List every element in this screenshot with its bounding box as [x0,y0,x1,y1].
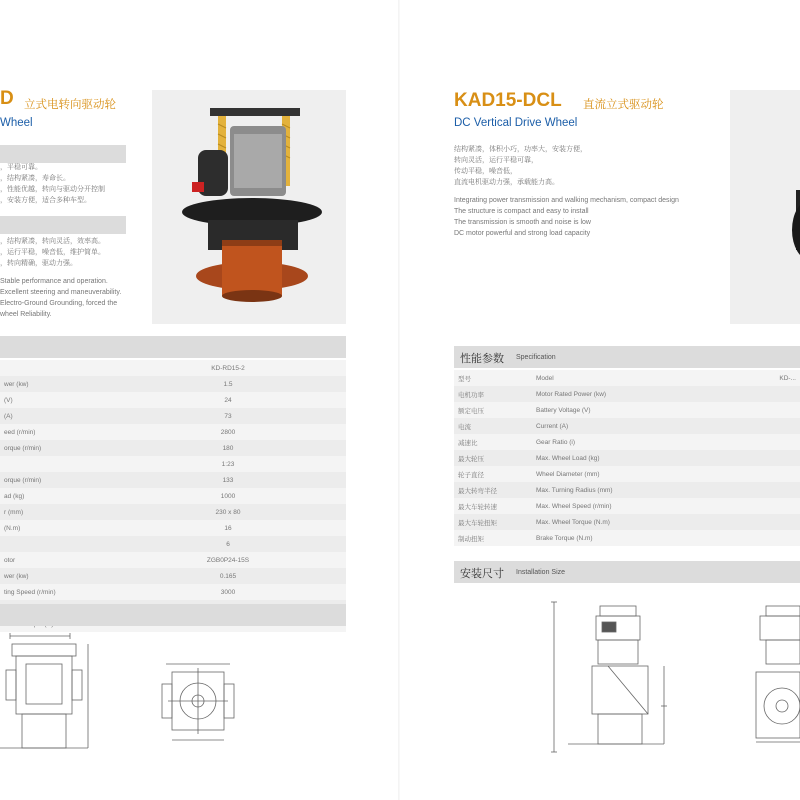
table-row: ad (kg) 1000 [0,488,346,504]
table-row: orque (r/min) 133 [0,472,346,488]
right-page [400,0,800,800]
table-row: KD-RD15-2 [0,360,346,376]
table-row: 最大轮压 Max. Wheel Load (kg) [454,450,800,466]
table-row: (N.m) 16 [0,520,346,536]
spec-bar-left [0,336,346,358]
product-title-cn-right: 直流立式驱动轮 [583,99,664,111]
table-row: 减速比 Gear Ratio (i) [454,434,800,450]
features-en-right: Integrating power transmission and walking mechanism, compact design The structure is compact and easy to install The transmission is smooth and noise is low DC motor powerful and strong load capacity [454,197,679,237]
product-photo-right [730,90,800,324]
spec-table-left [0,360,346,632]
drive-wheel-image [152,90,346,324]
table-row: (V) 24 [0,392,346,408]
spec-bar-right: 性能参数 Specification [454,346,800,368]
install-bar-left [0,604,346,626]
advantages-en-left: Stable performance and operation. Excellent steering and maneuverability. Electro-Ground Grounding, forced the wheel Reliability. [0,278,122,318]
table-row: 6 [0,536,346,552]
drawing-side-right [548,596,678,756]
product-title-cn-left: 立式电转向驱动轮 [24,99,116,111]
table-row: 1:23 [0,456,346,472]
drive-wheel-image [730,90,800,324]
spec-table-right [454,370,800,546]
features-bar-left [0,145,126,163]
table-row: 轮子直径 Wheel Diameter (mm) [454,466,800,482]
install-bar-right: 安装尺寸 Installation Size [454,561,800,583]
table-row: otor ZGB0P24-15S [0,552,346,568]
table-row: 最大转弯半径 Max. Turning Radius (mm) [454,482,800,498]
features-cn-right: 结构紧凑，体积小巧，功率大，安装方便， 转向灵活，运行平稳可靠， 传动平稳，噪音低， 直流电机驱动力强，承载能力高。 [454,146,587,186]
drawing-front-left [0,630,100,760]
advantages-cn-left: ，结构紧凑，转向灵活，效率高。 ，运行平稳，噪音低，维护简单。 ，转向精确，驱动力强。 [0,238,105,267]
advantages-bar-left [0,216,126,234]
features-cn-left: ，平稳可靠。 ，结构紧凑，寿命长。 ，性能优越，转向与驱动分开控制 ，安装方便，适合多种车型。 [0,164,105,204]
drawing-front-right [730,596,800,756]
table-row: ting Speed (r/min) 3000 [0,584,346,600]
table-row: 最大车轮转速 Max. Wheel Speed (r/min) [454,498,800,514]
product-title-left: D [0,88,14,109]
table-row: 电机功率 Motor Rated Power (kw) [454,386,800,402]
table-row: 电流 Current (A) [454,418,800,434]
table-row: (A) 73 [0,408,346,424]
table-row: 额定电压 Battery Voltage (V) [454,402,800,418]
table-row: r (mm) 230 x 80 [0,504,346,520]
table-row: 制动扭矩 Brake Torque (N.m) [454,530,800,546]
product-title-right: KAD15-DCL [454,90,562,111]
table-row: 最大车轮扭矩 Max. Wheel Torque (N.m) [454,514,800,530]
product-subtitle-left: Wheel [0,117,33,129]
product-photo-left [152,90,346,324]
drawing-top-left [158,660,238,750]
product-subtitle-right: DC Vertical Drive Wheel [454,117,578,129]
table-row: wer (kw) 1.5 [0,376,346,392]
table-row: orque (r/min) 180 [0,440,346,456]
table-row: 型号 Model KD-... [454,370,800,386]
table-row: eed (r/min) 2800 [0,424,346,440]
table-row: wer (kw) 0.165 [0,568,346,584]
